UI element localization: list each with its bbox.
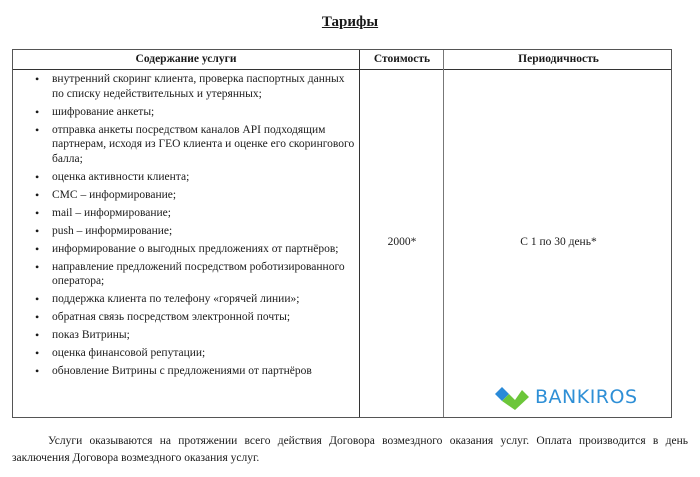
header-periodicity: Периодичность (518, 53, 599, 65)
list-item: • внутренний скоринг клиента, проверка паспортных данных по списку недействительных и утерянных; (13, 72, 359, 101)
tariff-table (12, 49, 672, 418)
list-item: • оценка финансовой репутации; (13, 346, 359, 361)
list-item: • обратная связь посредством электронной почты; (13, 310, 359, 325)
footer-paragraph (12, 433, 688, 467)
column-divider (359, 50, 360, 417)
service-list (13, 72, 359, 382)
list-item: • обновление Витрины с предложениями от партнёров (13, 364, 359, 379)
list-item: • направление предложений посредством роботизированного оператора; (13, 260, 359, 289)
list-item: • отправка анкеты посредством каналов API подходящим партнерам, исходя из ГЕО клиента и оценке его скорингового балла; (13, 123, 359, 167)
document-title: Тарифы (321, 14, 379, 30)
column-divider (443, 50, 444, 417)
list-item: • СМС – информирование; (13, 188, 359, 203)
list-item: • шифрование анкеты; (13, 105, 359, 120)
header-service-content: Содержание услуги (135, 53, 237, 65)
period-cell: С 1 по 30 день* (520, 236, 597, 248)
list-item: • поддержка клиента по телефону «горячей линии»; (13, 292, 359, 307)
check-diamond-icon (495, 384, 529, 410)
list-item: • информирование о выгодных предложениях от партнёров; (13, 242, 359, 257)
table-header-row (13, 50, 671, 70)
bankiros-logo (495, 383, 638, 411)
header-cost: Стоимость (373, 53, 431, 65)
list-item: • mail – информирование; (13, 206, 359, 221)
logo-text: BANKIROS (535, 386, 638, 408)
footer-text: Услуги оказываются на протяжении всего действия Договора возмездного оказания услуг. Оплата производится в день заключения Договора возмездного оказания услуг. (12, 435, 688, 464)
list-item: • показ Витрины; (13, 328, 359, 343)
price-cell: 2000* (387, 236, 417, 248)
list-item: • оценка активности клиента; (13, 170, 359, 185)
list-item: • push – информирование; (13, 224, 359, 239)
